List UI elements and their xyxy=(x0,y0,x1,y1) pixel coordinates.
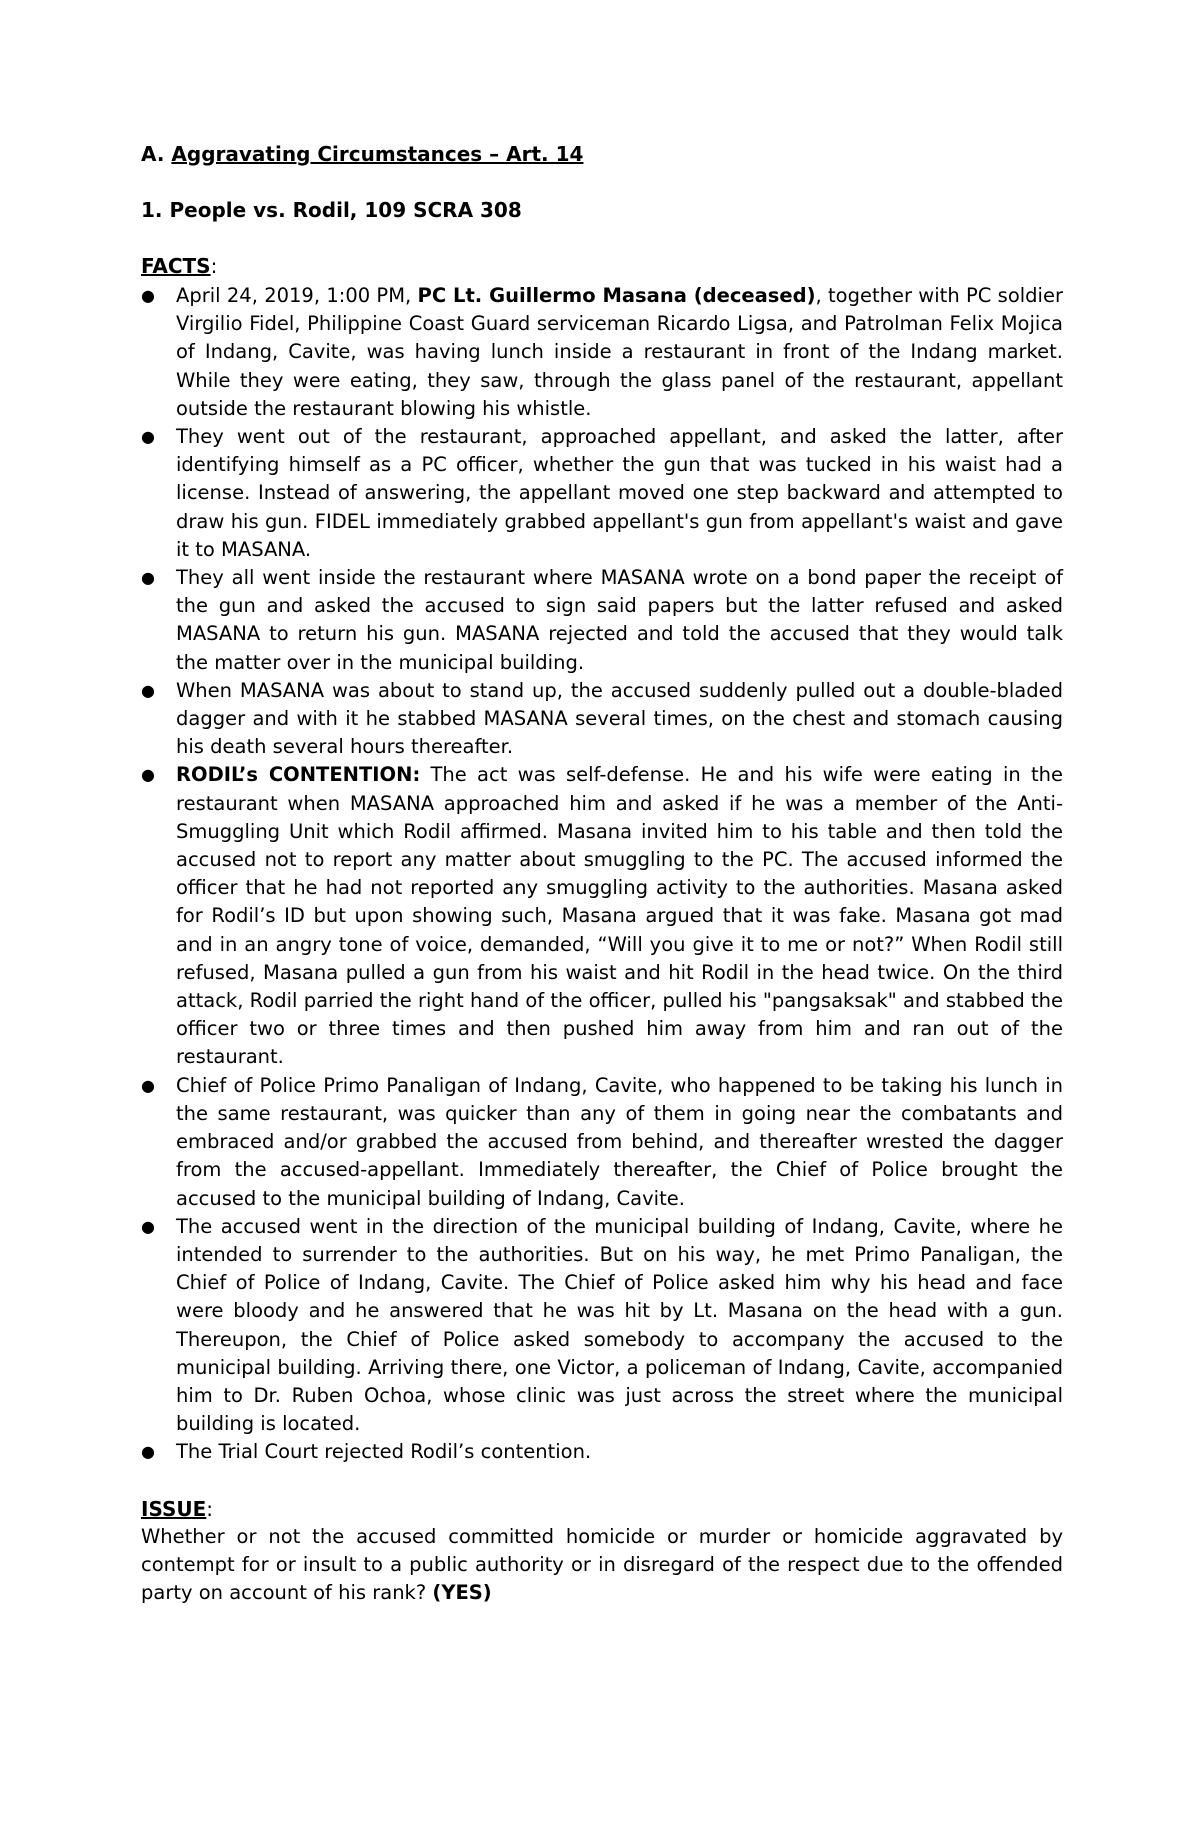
fact-text: They went out of the restaurant, approached appellant, and asked the latter, after identifying himself as a PC officer, whether the gun that was tucked in his waist had a license. Instead of answering, the appellant moved one step backward and attempted to draw his gun. FIDEL immediately grabbed appellant's gun from appellant's waist and gave it to MASANA. xyxy=(176,425,1063,561)
fact-text: Chief of Police Primo Panaligan of Indang, Cavite, who happened to be taking his lunch in the same restaurant, was quicker than any of them in going near the combatants and embraced and/or grabbed the accused from behind, and thereafter wrested the dagger from the accused-appellant. Immediately thereafter, the Chief of Police brought the accused to the municipal building of Indang, Cavite. xyxy=(176,1073,1063,1210)
case-title: 1. People vs. Rodil, 109 SCRA 308 xyxy=(141,198,522,222)
facts-label xyxy=(141,252,1063,280)
fact-text: April 24, 2019, 1:00 PM, xyxy=(176,284,418,307)
issue-label-colon: : xyxy=(206,1496,214,1521)
facts-label-text: FACTS xyxy=(141,254,211,278)
fact-text: The accused went in the direction of the municipal building of Indang, Cavite, where he intended to surrender to the authorities. But on his way, he met Primo Panaligan, the Chief of Police of Indang, Cavite. The Chief of Police asked him why his head and face were bloody and he answered that he was hit by Lt. Masana on the head with a gun. Thereupon, the Chief of Police asked somebody to accompany the accused to the municipal building. Arriving there, one Victor, a policeman of Indang, Cavite, accompanied him to Dr. Ruben Ochoa, whose clinic was just across the street where the municipal building is located. xyxy=(176,1214,1063,1436)
section-heading-prefix: A. xyxy=(141,142,165,166)
fact-bold-text: PC Lt. Guillermo Masana (deceased) xyxy=(417,284,816,307)
list-item xyxy=(141,423,1063,564)
bullet-icon: ● xyxy=(141,765,155,785)
issue-text xyxy=(141,1523,1063,1608)
issue-label xyxy=(141,1495,1063,1523)
facts-label-colon: : xyxy=(210,254,218,278)
bullet-icon: ● xyxy=(141,568,155,588)
issue-answer: (YES) xyxy=(432,1580,492,1604)
list-item xyxy=(141,677,1063,762)
facts-list xyxy=(141,282,1063,1467)
bullet-icon: ● xyxy=(141,1216,155,1236)
fact-bold-text: RODIL’s CONTENTION: xyxy=(176,763,421,787)
document-page xyxy=(141,140,1063,1607)
fact-text-continued: The act was self-defense. He and his wife were eating in the restaurant when MASANA approached him and asked if he was a member of the Anti-Smuggling Unit which Rodil affirmed. Masana invited him to his table and then told the accused not to report any matter about smuggling to the PC. The accused informed the officer that he had not reported any smuggling activity to the authorities. Masana asked for Rodil’s ID but upon showing such, Masana argued that it was fake. Masana got mad and in an angry tone of voice, demanded, “Will you give it to me or not?” When Rodil still refused, Masana pulled a gun from his waist and hit Rodil in the head twice. On the third attack, Rodil parried the right hand of the officer, pulled his "pangsaksak" and stabbed the officer two or three times and then pushed him away from him and ran out of the restaurant. xyxy=(176,763,1063,1069)
list-item xyxy=(141,1438,1063,1466)
bullet-icon: ● xyxy=(141,1075,155,1095)
bullet-icon: ● xyxy=(141,1442,155,1462)
list-item xyxy=(141,1213,1063,1439)
list-item xyxy=(141,761,1063,1071)
issue-question: Whether or not the accused committed homicide or murder or homicide aggravated by contempt for or insult to a public authority or in disregard of the respect due to the offended party on account of his rank? xyxy=(141,1524,1063,1604)
list-item xyxy=(141,1072,1063,1213)
section-heading-title: Aggravating Circumstances – Art. 14 xyxy=(171,142,584,166)
issue-label-text: ISSUE xyxy=(141,1496,207,1521)
bullet-icon: ● xyxy=(141,286,155,305)
bullet-icon: ● xyxy=(141,427,155,447)
section-heading xyxy=(141,140,1063,168)
list-item xyxy=(141,282,1063,423)
list-item xyxy=(141,564,1063,677)
bullet-icon: ● xyxy=(141,680,155,700)
fact-text-continued: , together with PC soldier Virgilio Fidel, Philippine Coast Guard serviceman Ricardo Ligsa, and Patrolman Felix Mojica of Indang, Cavite, was having lunch inside a restaurant in front of the Indang market. While they were eating, they saw, through the glass panel of the restaurant, appellant outside the restaurant blowing his whistle. xyxy=(176,284,1063,420)
fact-text: When MASANA was about to stand up, the accused suddenly pulled out a double-bladed dagger and with it he stabbed MASANA several times, on the chest and stomach causing his death several hours thereafter. xyxy=(176,678,1063,759)
fact-text: The Trial Court rejected Rodil’s contention. xyxy=(176,1440,592,1464)
fact-text: They all went inside the restaurant where MASANA wrote on a bond paper the receipt of the gun and asked the accused to sign said papers but the latter refused and asked MASANA to return his gun. MASANA rejected and told the accused that they would talk the matter over in the municipal building. xyxy=(176,566,1063,674)
